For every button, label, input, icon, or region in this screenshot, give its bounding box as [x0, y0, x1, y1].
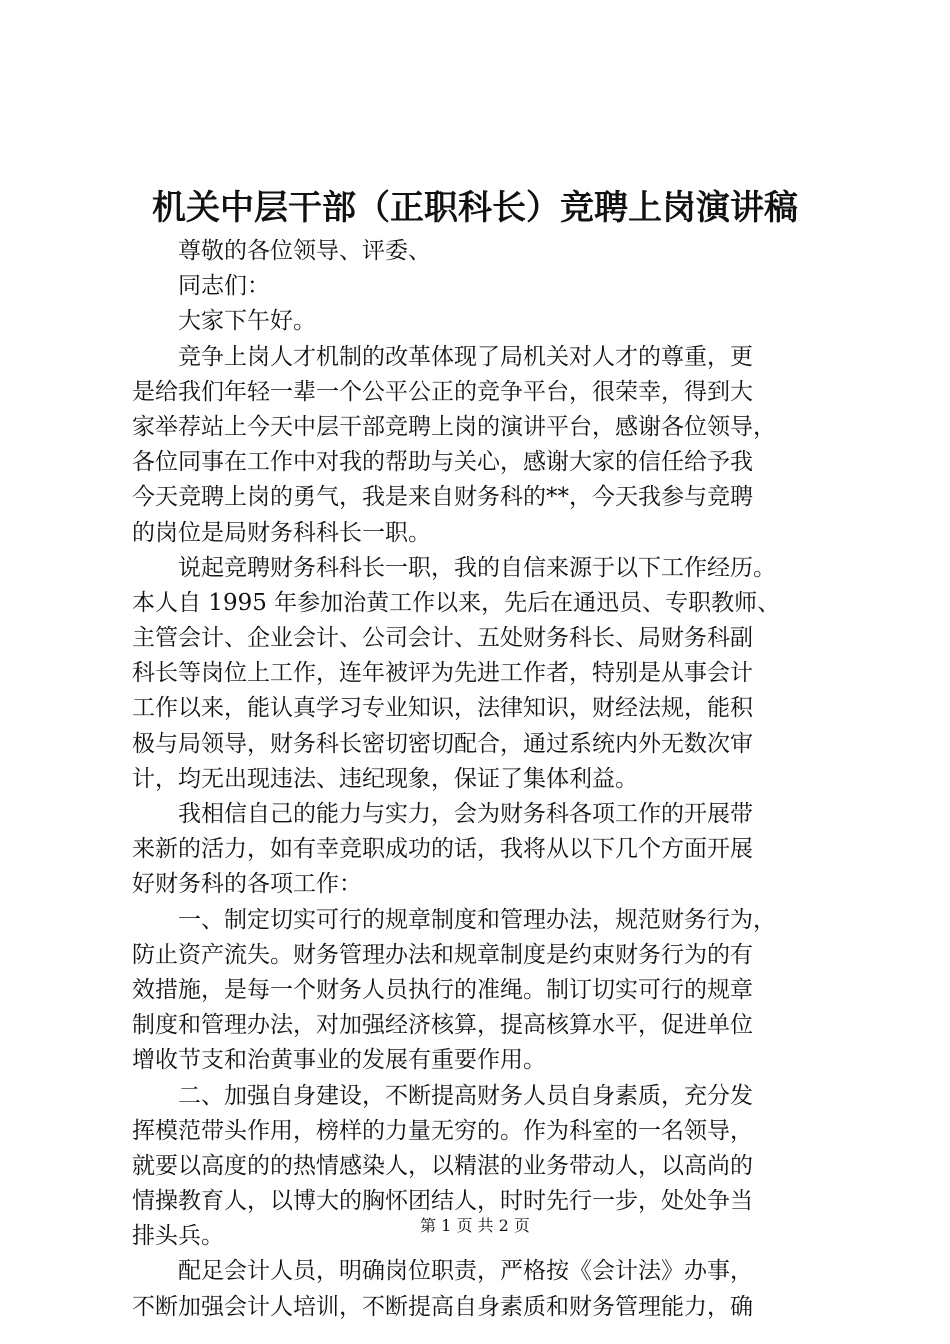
- paragraph-line: 各位同事在工作中对我的帮助与关心，感谢大家的信任给予我: [132, 449, 753, 476]
- paragraph-first-line: 二、加强自身建设，不断提高财务人员自身素质，充分发: [178, 1082, 753, 1109]
- paragraph-line: 好财务科的各项工作：: [132, 871, 362, 898]
- paragraph-first-line: 配足会计人员，明确岗位职责，严格按《会计法》办事，: [178, 1258, 753, 1285]
- paragraph-first-line: 尊敬的各位领导、评委、: [178, 238, 431, 264]
- paragraph-line: 挥模范带头作用，榜样的力量无穷的。作为科室的一名领导，: [132, 1117, 753, 1144]
- document-title: 机关中层干部（正职科长）竞聘上岗演讲稿: [152, 188, 798, 228]
- paragraph-line: 防止资产流失。财务管理办法和规章制度是约束财务行为的有: [132, 941, 753, 968]
- paragraph-line: 主管会计、企业会计、公司会计、五处财务科长、局财务科副: [132, 625, 753, 652]
- document-body: [132, 234, 832, 1325]
- paragraph-line: 来新的活力，如有幸竞职成功的话，我将从以下几个方面开展: [132, 836, 753, 863]
- paragraph-line: 不断加强会计人培训，不断提高自身素质和财务管理能力，确: [132, 1293, 753, 1320]
- paragraph-first-line: 说起竞聘财务科科长一职，我的自信来源于以下工作经历。: [178, 554, 776, 581]
- paragraph-line: 今天竞聘上岗的勇气，我是来自财务科的**，今天我参与竞聘: [132, 484, 753, 511]
- paragraph-first-line: 我相信自己的能力与实力，会为财务科各项工作的开展带: [178, 801, 753, 827]
- paragraph-line: 增收节支和治黄事业的发展有重要作用。: [132, 1047, 546, 1074]
- paragraph-line: 的岗位是局财务科科长一职。: [132, 519, 431, 546]
- paragraph-line: 制度和管理办法，对加强经济核算，提高核算水平，促进单位: [132, 1012, 753, 1039]
- paragraph-line: 本人自 1995 年参加治黄工作以来，先后在通迅员、专职教师、: [132, 589, 781, 616]
- paragraph-first-line: 一、制定切实可行的规章制度和管理办法，规范财务行为，: [178, 906, 776, 933]
- paragraph-line: 极与局领导，财务科长密切密切配合，通过系统内外无数次审: [132, 730, 753, 757]
- paragraph-line: 情操教育人，以博大的胸怀团结人，时时先行一步，处处争当: [132, 1188, 753, 1215]
- paragraph-line: 效措施，是每一个财务人员执行的准绳。制订切实可行的规章: [132, 976, 753, 1003]
- paragraph-first-line: 竞争上岗人才机制的改革体现了局机关对人才的尊重，更: [178, 343, 753, 370]
- paragraph-line: 科长等岗位上工作，连年被评为先进工作者，特别是从事会计: [132, 660, 753, 687]
- paragraph-line: 是给我们年轻一辈一个公平公正的竞争平台，很荣幸，得到大: [132, 378, 753, 405]
- paragraph-first-line: 同志们：: [178, 273, 270, 300]
- page-footer: 第 1 页 共 2 页: [420, 1216, 530, 1235]
- paragraph-line: 家举荐站上今天中层干部竞聘上岗的演讲平台，感谢各位领导，: [132, 413, 776, 440]
- paragraph-line: 就要以高度的的热情感染人，以精湛的业务带动人，以高尚的: [132, 1152, 753, 1179]
- paragraph-line: 排头兵。: [132, 1223, 224, 1250]
- paragraph-line: 计，均无出现违法、违纪现象，保证了集体利益。: [132, 765, 638, 792]
- paragraph-line: 工作以来，能认真学习专业知识，法律知识，财经法规，能积: [132, 695, 753, 722]
- paragraph-first-line: 大家下午好。: [178, 308, 316, 335]
